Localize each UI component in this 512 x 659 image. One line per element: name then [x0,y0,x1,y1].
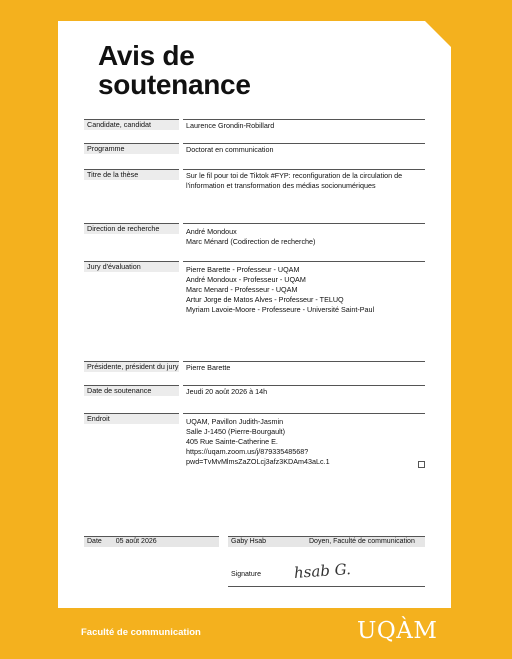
field-value: Pierre Barette - Professeur - UQAM André Mondoux - Professeur - UQAM Marc Menard - Professeur - UQAM Artur Jorge de Matos Alves - Professeur - TELUQ Myriam Lavoie-Moore - Professeure - Université Saint-Paul [186,265,375,314]
field-label: Présidente, président du jury [84,361,179,372]
field-label: Candidate, candidat [84,119,179,130]
signer-role: Doyen, Faculté de communication [309,538,415,545]
field-value: Pierre Barette [186,363,231,372]
faculty-name: Faculté de communication [81,627,201,638]
signature-line [228,586,425,587]
page-title [98,41,251,99]
title-line-1: Avis de [98,40,195,71]
folded-corner [424,20,452,48]
field-label: Direction de recherche [84,223,179,234]
field-label: Jury d'évaluation [84,261,179,272]
signer-name: Gaby Hsab [231,538,267,545]
title-line-2: soutenance [98,69,251,100]
field-label: Programme [84,143,179,154]
signer-cell [228,536,425,547]
date-label: Date [87,538,102,545]
field-label: Endroit [84,413,179,424]
field-value: Laurence Grondin-Robillard [186,121,275,130]
field-value: UQAM, Pavillon Judith-Jasmin Salle J-1450 (Pierre-Bourgault) 405 Rue Sainte-Catherine E. https://uqam.zoom.us/j/87933548568? pwd=TvMvMlmsZaZOLcj3afz3KDAm43aLc.1 [186,417,330,466]
expand-icon[interactable] [418,461,425,468]
field-value: Sur le fil pour toi de Tiktok #FYP: reconfiguration de la circulation de l'information et transformation des médias socionumériques [186,171,403,190]
date-value: 05 août 2026 [115,538,157,545]
handwritten-signature: hsab G. [293,560,352,582]
signature-label: Signature [231,571,261,578]
field-value: Jeudi 20 août 2026 à 14h [186,387,268,396]
field-value: André Mondoux Marc Ménard (Codirection de recherche) [186,227,316,246]
uqam-logo: UQÀM [357,618,438,644]
notice-card [58,21,451,608]
field-label: Date de soutenance [84,385,179,396]
field-label: Titre de la thèse [84,169,179,180]
field-value: Doctorat en communication [186,145,274,154]
date-cell [84,536,219,547]
